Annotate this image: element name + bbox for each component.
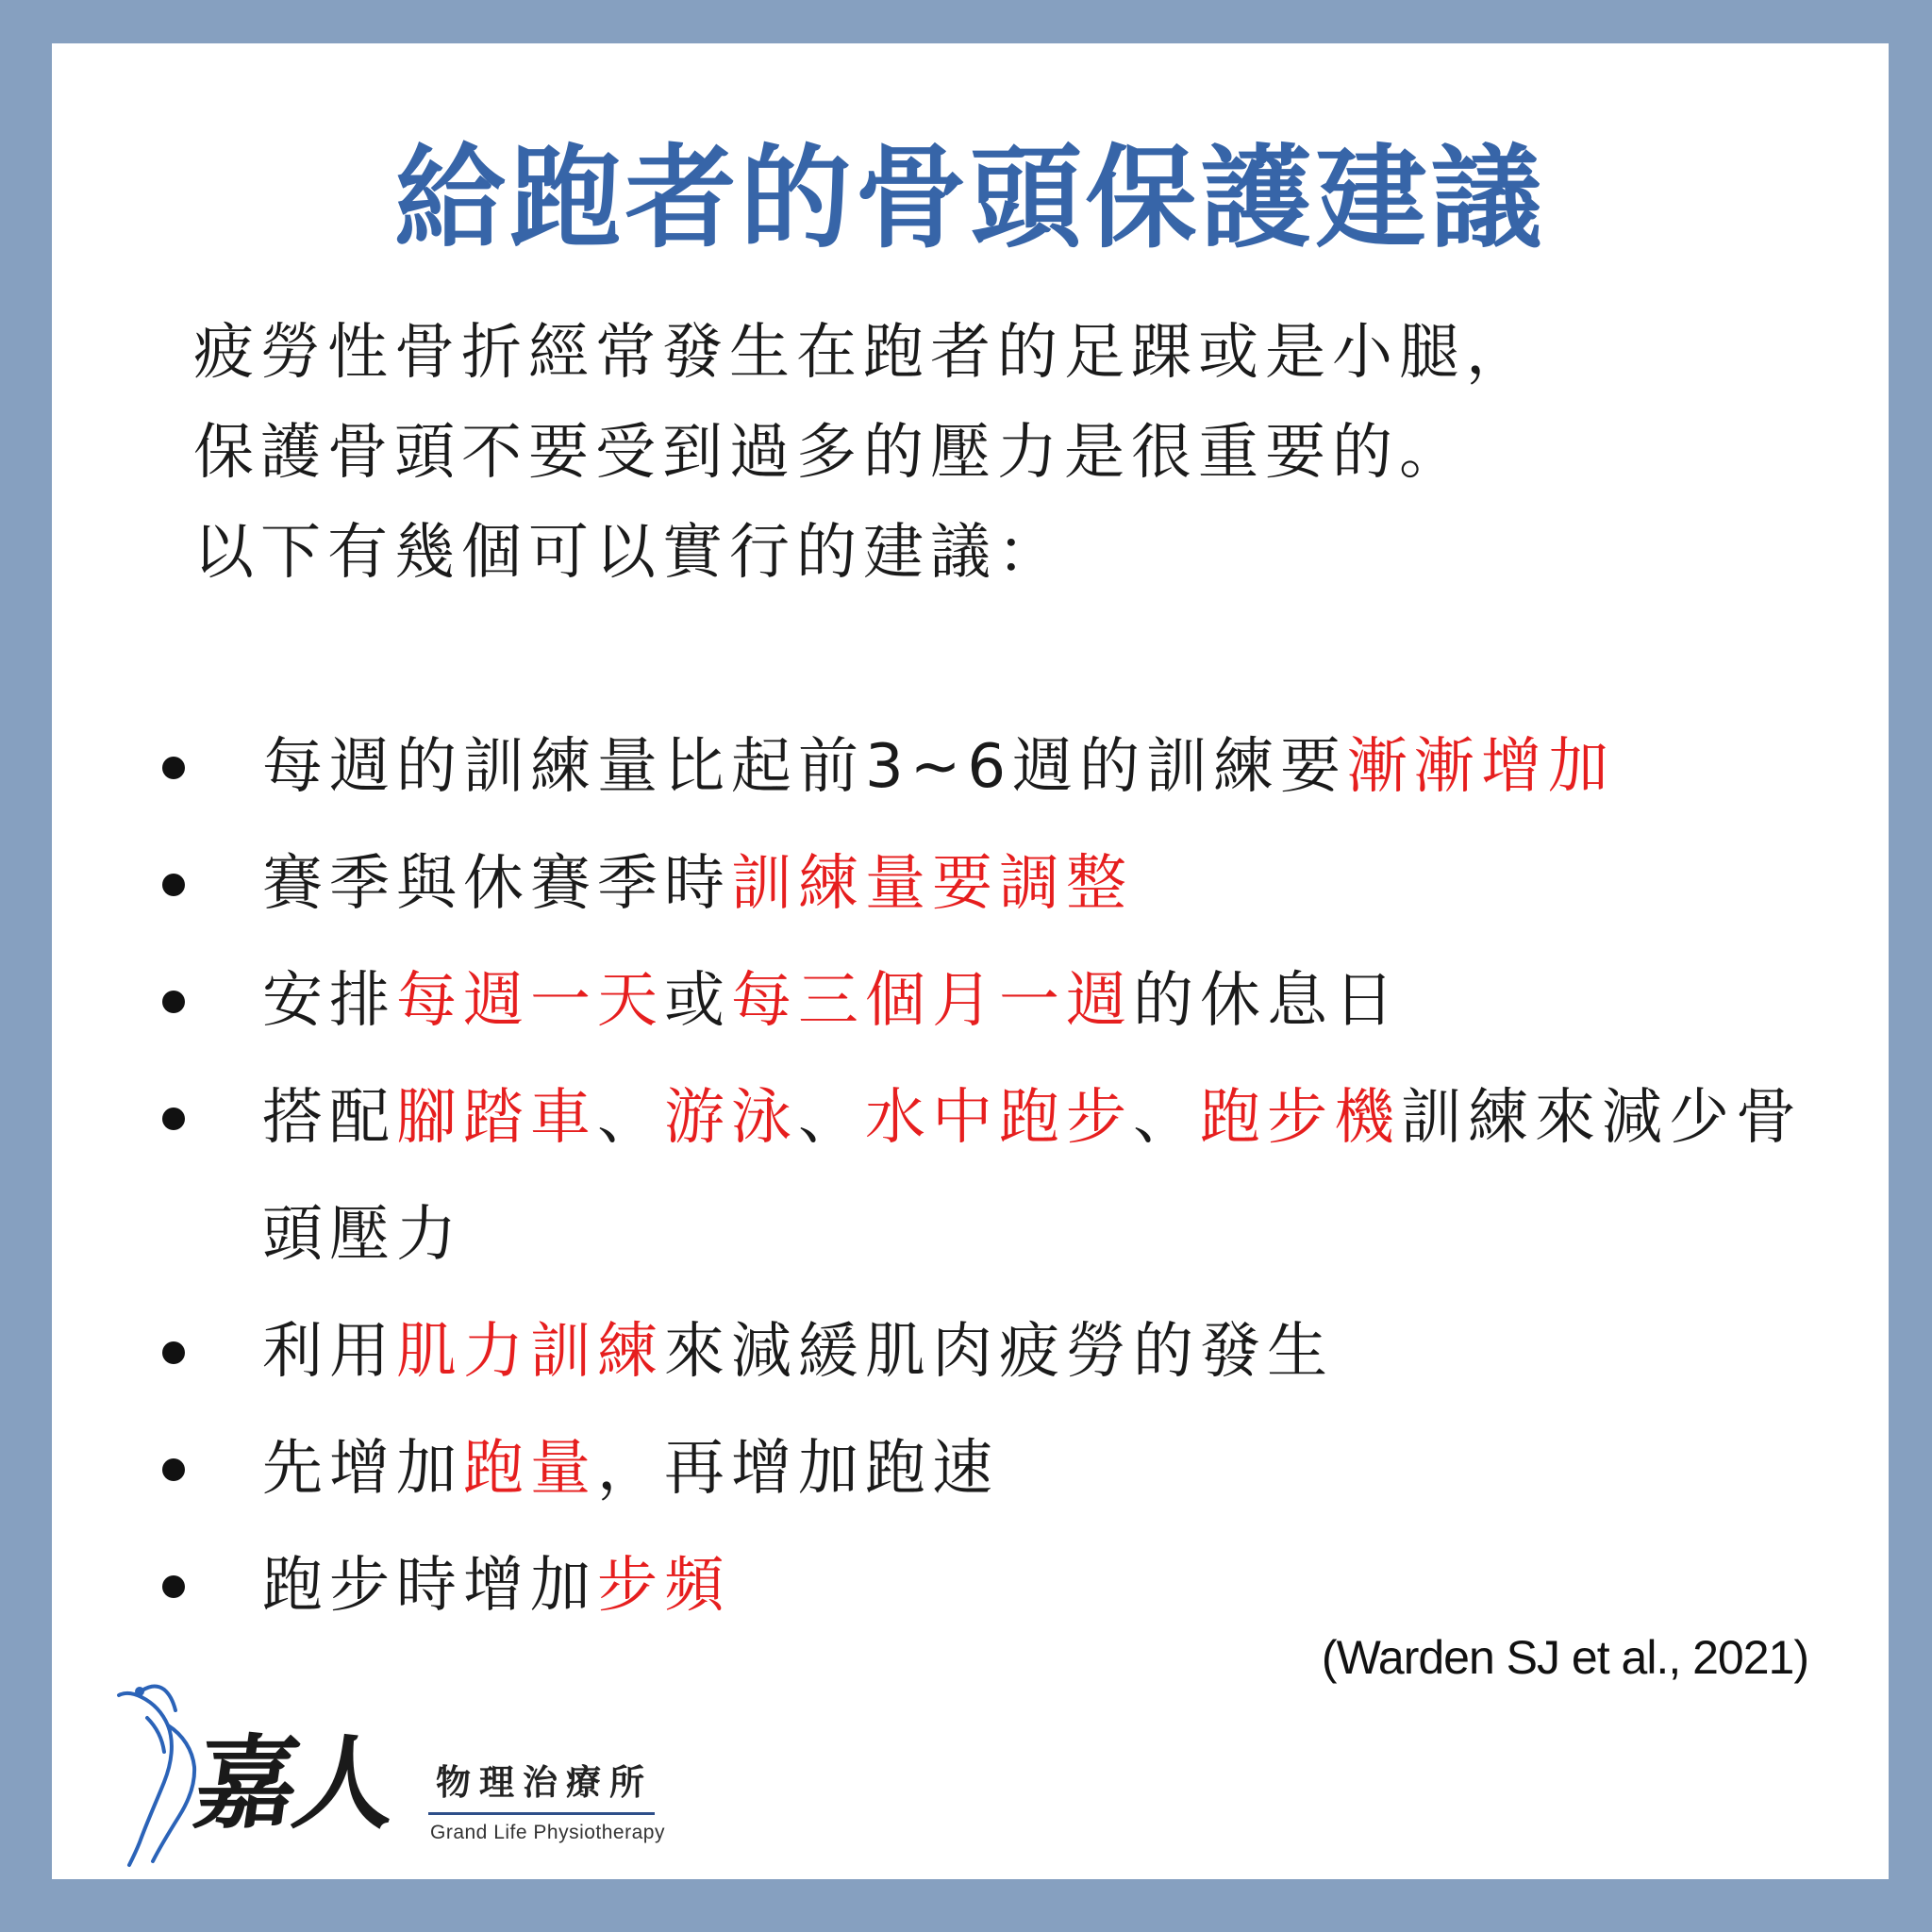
list-item-text: 賽季與休賽季時 [262, 849, 731, 919]
highlighted-text: 肌力訓練 [396, 1317, 664, 1387]
list-item-text: 每週的訓練量比起前3~6週的訓練要 [262, 732, 1348, 802]
list-item-text: 、 [1133, 1083, 1200, 1153]
content-card [52, 43, 1889, 1879]
highlighted-text: 每週一天 [396, 966, 664, 1036]
list-item-text: 搭配 [262, 1083, 396, 1153]
list-item-text: 、 [798, 1083, 865, 1153]
bullet-dot-icon [162, 1575, 185, 1598]
list-item-text: 訓練來減少骨頭壓力 [262, 1083, 1803, 1270]
intro-paragraph [193, 303, 1533, 603]
citation: (Warden SJ et al., 2021) [1321, 1631, 1808, 1684]
list-item [142, 942, 1868, 1059]
bullet-dot-icon [162, 1458, 185, 1481]
intro-line: 保護骨頭不要受到過多的壓力是很重要的。 [193, 418, 1466, 488]
list-item-text: 跑步時增加 [262, 1551, 597, 1621]
logo-name-sub: 物理治療所 [436, 1761, 653, 1803]
intro-line: 疲勞性骨折經常發生在跑者的足踝或是小腿， [193, 318, 1533, 388]
list-item [142, 1410, 1868, 1527]
bullet-dot-icon [162, 757, 185, 779]
logo-divider [428, 1812, 655, 1815]
list-item-text: 安排 [262, 966, 396, 1036]
highlighted-text: 游泳 [664, 1083, 798, 1153]
list-item [142, 1293, 1868, 1410]
logo-name-main: 嘉人 [188, 1724, 401, 1843]
clinic-logo [85, 1680, 689, 1869]
highlighted-text: 漸漸增加 [1347, 732, 1616, 802]
list-item-text: ，再增加跑速 [597, 1434, 999, 1504]
page-title: 給跑者的骨頭保護建議 [394, 133, 1546, 263]
highlighted-text: 跑量 [463, 1434, 597, 1504]
highlighted-text: 每三個月一週 [731, 966, 1133, 1036]
list-item-text: 的休息日 [1133, 966, 1401, 1036]
list-item-text: 先增加 [262, 1434, 463, 1504]
list-item-text: 來減緩肌肉疲勞的發生 [664, 1317, 1334, 1387]
advice-list [142, 708, 1868, 1644]
highlighted-text: 腳踏車 [396, 1083, 597, 1153]
list-item [142, 825, 1868, 942]
bullet-dot-icon [162, 1341, 185, 1364]
list-item-text: 或 [664, 966, 731, 1036]
highlighted-text: 步頻 [597, 1551, 731, 1621]
logo-name-en: Grand Life Physiotherapy [430, 1822, 665, 1843]
list-item [142, 1059, 1868, 1293]
bullet-dot-icon [162, 874, 185, 896]
list-item-text: 利用 [262, 1317, 396, 1387]
highlighted-text: 水中跑步 [865, 1083, 1133, 1153]
bullet-dot-icon [162, 991, 185, 1013]
list-item [142, 1527, 1868, 1644]
bullet-dot-icon [162, 1108, 185, 1130]
highlighted-text: 跑步機 [1200, 1083, 1401, 1153]
list-item [142, 708, 1868, 825]
highlighted-text: 訓練量要調整 [731, 849, 1133, 919]
intro-line: 以下有幾個可以實行的建議： [193, 518, 1064, 588]
list-item-text: 、 [597, 1083, 664, 1153]
